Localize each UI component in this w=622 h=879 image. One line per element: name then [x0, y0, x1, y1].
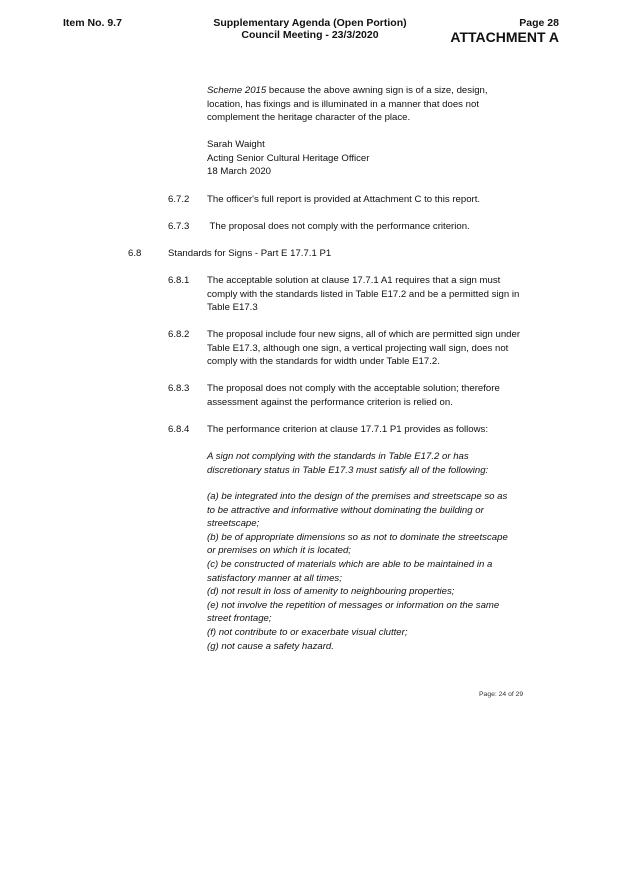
text-line: A sign not complying with the standards in Table E17.2 or has [207, 451, 469, 462]
criteria-line: streetscape; [207, 518, 260, 530]
section-text-6-7-3: The proposal does not comply with the performance criterion. [207, 221, 470, 232]
section-number-6-8-2: 6.8.2 [168, 329, 190, 340]
criteria-line: (c) be constructed of materials which are able to be maintained in a [207, 558, 493, 570]
criteria-line: (d) not result in loss of amenity to neighbouring properties; [207, 586, 455, 598]
meeting-title: Council Meeting - 23/3/2020 [241, 29, 379, 41]
section-text-6-8-4: The performance criterion at clause 17.7.1 P1 provides as follows: [207, 424, 489, 435]
attachment-label: ATTACHMENT A [450, 29, 559, 45]
criteria-line: (a) be integrated into the design of the premises and streetscape so as [207, 491, 508, 502]
page-number: Page 28 [519, 17, 559, 29]
criteria-line: satisfactory manner at all times; [207, 572, 342, 584]
section-number-6-8-4: 6.8.4 [168, 424, 190, 435]
section-number-6-8: 6.8 [128, 248, 142, 259]
intro-line-1: because the above awning sign is of a size, design, [266, 85, 488, 96]
agenda-title: Supplementary Agenda (Open Portion) [213, 17, 407, 29]
criterion-intro [207, 450, 529, 477]
text-line: The proposal include four new signs, all of which are permitted sign under [207, 329, 521, 340]
text-line: The acceptable solution at clause 17.7.1 A1 requires that a sign must [207, 275, 501, 286]
section-heading-6-8: Standards for Signs - Part E 17.7.1 P1 [168, 248, 332, 259]
intro-paragraph [207, 84, 529, 125]
criteria-line: (b) be of appropriate dimensions so as not to dominate the streetscape [207, 531, 508, 543]
criteria-line: or premises on which it is located; [207, 545, 351, 557]
header-page-block [450, 17, 559, 45]
signature-date: 18 March 2020 [207, 166, 271, 178]
text-line: discretionary status in Table E17.3 must satisfy all of the following: [207, 464, 489, 476]
header-title-block [190, 17, 430, 41]
text-line: assessment against the performance criterion is relied on. [207, 396, 453, 408]
criteria-line: (e) not involve the repetition of messages or information on the same [207, 599, 500, 611]
criteria-line: street frontage; [207, 613, 272, 625]
criteria-line: (f) not contribute to or exacerbate visual clutter; [207, 626, 408, 638]
intro-line-3: complement the heritage character of the place. [207, 112, 411, 124]
signature-name: Sarah Waight [207, 139, 265, 150]
criteria-line: (g) not cause a safety hazard. [207, 640, 334, 652]
criteria-line: to be attractive and informative without dominating the building or [207, 504, 484, 516]
section-number-6-7-3: 6.7.3 [168, 221, 190, 232]
section-text-6-8-1 [207, 274, 529, 315]
text-line: comply with the standards listed in Table E17.2 and be a permitted sign in [207, 288, 520, 300]
text-line: comply with the standards for width under Table E17.2. [207, 356, 440, 368]
text-line: Table E17.3 [207, 302, 258, 314]
section-number-6-8-3: 6.8.3 [168, 383, 190, 394]
section-text-6-7-2: The officer's full report is provided at Attachment C to this report. [207, 194, 481, 205]
signature-title: Acting Senior Cultural Heritage Officer [207, 152, 370, 164]
signature-block [207, 138, 529, 179]
scheme-italic: Scheme 2015 [207, 85, 267, 96]
intro-line-2: location, has fixings and is illuminated in a manner that does not [207, 98, 479, 110]
item-number: Item No. 9.7 [63, 17, 122, 29]
section-number-6-7-2: 6.7.2 [168, 194, 190, 205]
criteria-list [207, 490, 529, 653]
text-line: The proposal does not comply with the acceptable solution; therefore [207, 383, 500, 394]
section-number-6-8-1: 6.8.1 [168, 275, 190, 286]
section-text-6-8-2 [207, 328, 529, 369]
section-text-6-8-3 [207, 382, 529, 409]
text-line: Table E17.3, although one sign, a vertical projecting wall sign, does not [207, 342, 509, 354]
page-footer: Page: 24 of 29 [479, 691, 524, 698]
